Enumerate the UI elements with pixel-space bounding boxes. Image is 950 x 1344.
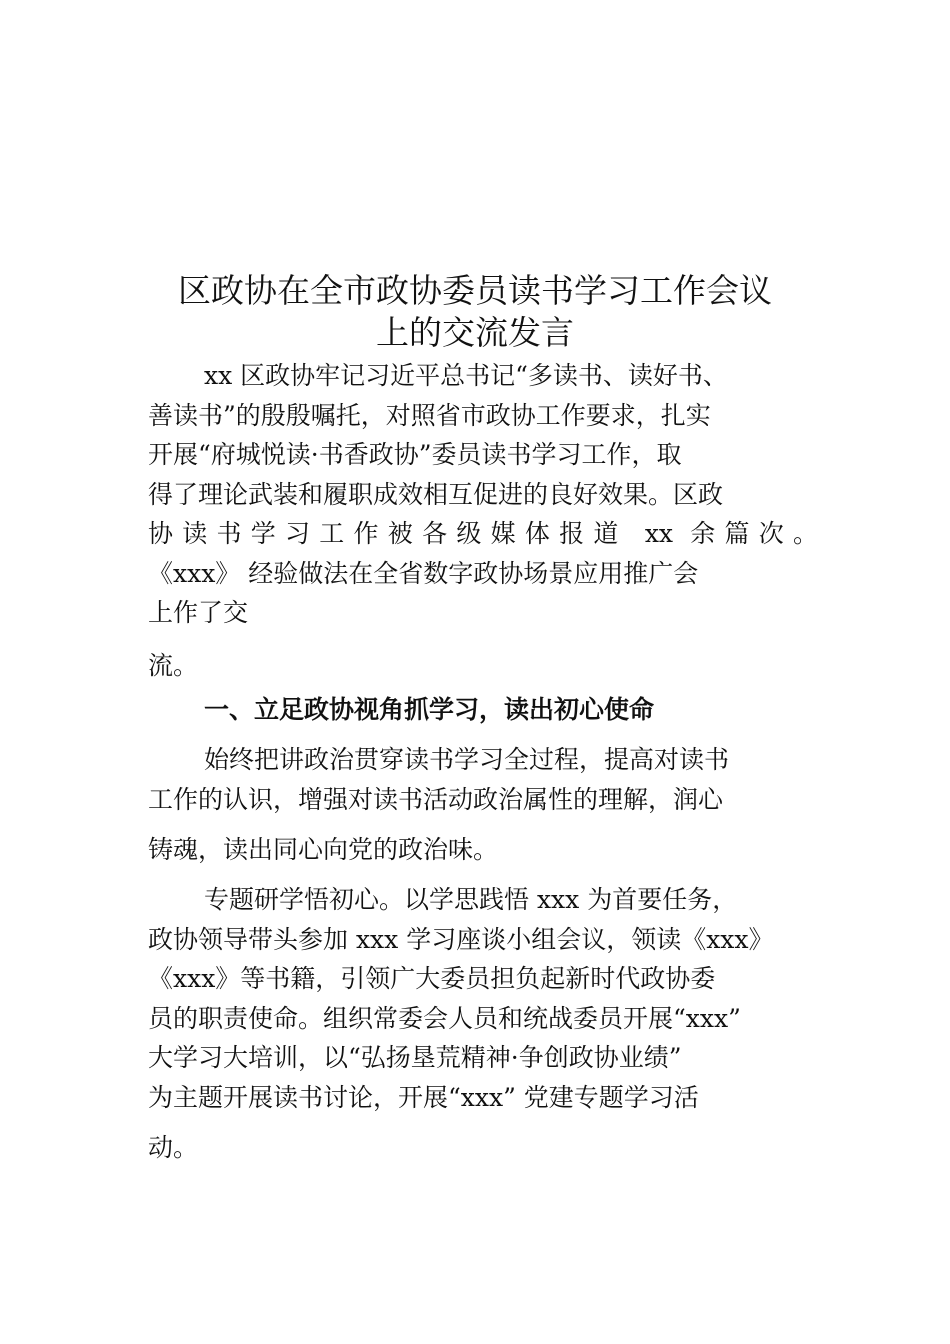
section-1-sub-tail: 动。	[148, 1133, 199, 1162]
section-1-sub-line: 员的职责使命。组织常委会人员和统战委员开展“xxx”	[148, 1003, 741, 1033]
intro-tail: 流。	[148, 651, 199, 680]
section-1-subparagraph-tail	[148, 1128, 818, 1168]
intro-line: 开展“府城悦读·书香政协”委员读书学习工作，取	[148, 440, 682, 469]
intro-line: 《xxx》 经验做法在全省数字政协场景应用推广会	[148, 558, 699, 588]
section-1-sub-line: 政协领导带头参加 xxx 学习座谈小组会议，领读《xxx》	[148, 924, 774, 954]
section-1-paragraph	[148, 740, 818, 819]
section-1-line: 始终把讲政治贯穿读书学习全过程，提高对读书	[204, 745, 730, 774]
section-1-heading: 一、立足政协视角抓学习，读出初心使命	[204, 695, 655, 724]
section-1-subparagraph	[148, 880, 818, 1117]
section-1-sub-line: 大学习大培训，以“弘扬垦荒精神·争创政协业绩”	[148, 1043, 682, 1072]
document-title-line-2: 上的交流发言	[376, 313, 574, 352]
intro-line: 上作了交	[148, 598, 249, 627]
section-1-sub-line: 为主题开展读书讨论，开展“xxx” 党建专题学习活	[148, 1082, 699, 1112]
section-1-sub-line: 《xxx》等书籍，引领广大委员担负起新时代政协委	[148, 964, 716, 993]
section-1-sub-line: 专题研学悟初心。以学思践悟 xxx 为首要任务，	[204, 885, 738, 914]
intro-paragraph	[148, 356, 818, 633]
section-1-paragraph-tail	[148, 830, 818, 870]
section-1-tail: 铸魂，读出同心向党的政治味。	[148, 835, 499, 864]
document-title-line-1: 区政协在全市政协委员读书学习工作会议	[178, 271, 772, 310]
intro-line: 善读书”的殷殷嘱托，对照省市政协工作要求，扎实	[148, 400, 711, 430]
intro-line: 得了理论武装和履职成效相互促进的良好效果。区政	[148, 479, 724, 509]
intro-paragraph-tail	[148, 646, 818, 686]
intro-line: 协读书学习工作被各级媒体报道 xx 余篇次。	[148, 519, 818, 548]
section-1-line: 工作的认识，增强对读书活动政治属性的理解，润心	[148, 784, 724, 814]
intro-line: xx 区政协牢记习近平总书记“多读书、读好书、	[204, 361, 728, 390]
